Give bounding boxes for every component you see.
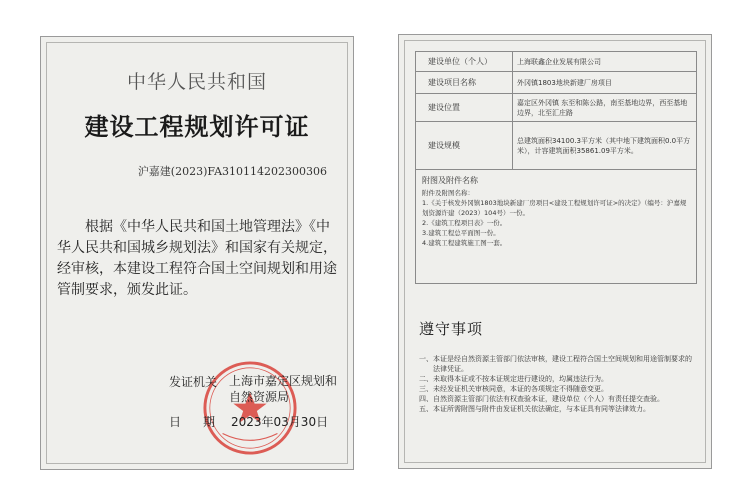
attachments-list [422, 198, 690, 248]
date-value: 2023年03月30日 [231, 415, 329, 429]
row-label: 建设规模 [416, 122, 513, 170]
list-item: 二、未取得本证或不按本证规定进行建设的，均属违法行为。 [419, 375, 608, 383]
table-row [416, 52, 697, 72]
project-details-table [415, 51, 697, 170]
list-item: 4.建筑工程建筑施工图一套。 [422, 239, 507, 247]
certificate-back-page [398, 34, 712, 469]
row-value: 总建筑面积34100.3平方米（其中地下建筑面积0.0平方米），计容建筑面积35861.09平方米。 [513, 122, 697, 170]
list-item: 五、本证所需附图与附件由发证机关依法确定，与本证具有同等法律效力。 [419, 405, 650, 413]
table-row [416, 94, 697, 122]
list-item: 一、本证是经自然资源主管部门依法审核，建设工程符合国土空间规划和用途管制要求的法律凭证。 [419, 355, 692, 373]
issuer-label: 发证机关 [169, 375, 218, 389]
row-label: 建设位置 [416, 94, 513, 122]
attachments-subheading: 附件及附图名称： [422, 189, 474, 197]
notice-list [419, 354, 695, 414]
certificate-number: 沪嘉建(2023)FA310114202300306 [137, 165, 327, 178]
issuer-value: 上海市嘉定区规划和自然资源局 [229, 374, 338, 404]
row-label: 建设单位（个人） [416, 52, 513, 72]
row-value: 上海联鑫企业发展有限公司 [513, 52, 697, 72]
attachments-section [415, 170, 697, 284]
list-item: 四、自然资源主管部门依法有权查验本证，建设单位（个人）有责任提交查验。 [419, 395, 664, 403]
certificate-title: 建设工程规划许可证 [84, 112, 310, 141]
certificate-body-text: 根据《中华人民共和国土地管理法》《中华人民共和国城乡规划法》和国家有关规定，经审核，本建设工程符合国土空间规划和用途管制要求，颁发此证。 [57, 219, 337, 298]
table-row [416, 122, 697, 170]
list-item: 2.《建筑工程项目表》一份。 [422, 219, 507, 227]
row-label: 建设项目名称 [416, 72, 513, 94]
notice-title: 遵守事项 [419, 320, 484, 338]
list-item: 3.建筑工程总平面图一份。 [422, 229, 500, 237]
attachments-heading: 附图及附件名称 [422, 176, 478, 185]
row-value: 嘉定区外冈镇 东至和陈公路，南至基地边界，西至基地边界，北至汇庄路 [513, 94, 697, 122]
list-item: 三、未经发证机关审核同意，本证的各项规定不得随意变更。 [419, 385, 608, 393]
country-name: 中华人民共和国 [126, 71, 267, 93]
table-row [416, 72, 697, 94]
row-value: 外冈镇1803地块新建厂房项目 [513, 72, 697, 94]
certificate-front-page [40, 36, 354, 470]
date-label: 日期 [169, 415, 238, 429]
list-item: 1.《关于核发外冈镇1803地块新建厂房项目<建设工程规划许可证>的决定》（编号：沪嘉规划资源许建（2023）104号）一份。 [422, 199, 687, 217]
